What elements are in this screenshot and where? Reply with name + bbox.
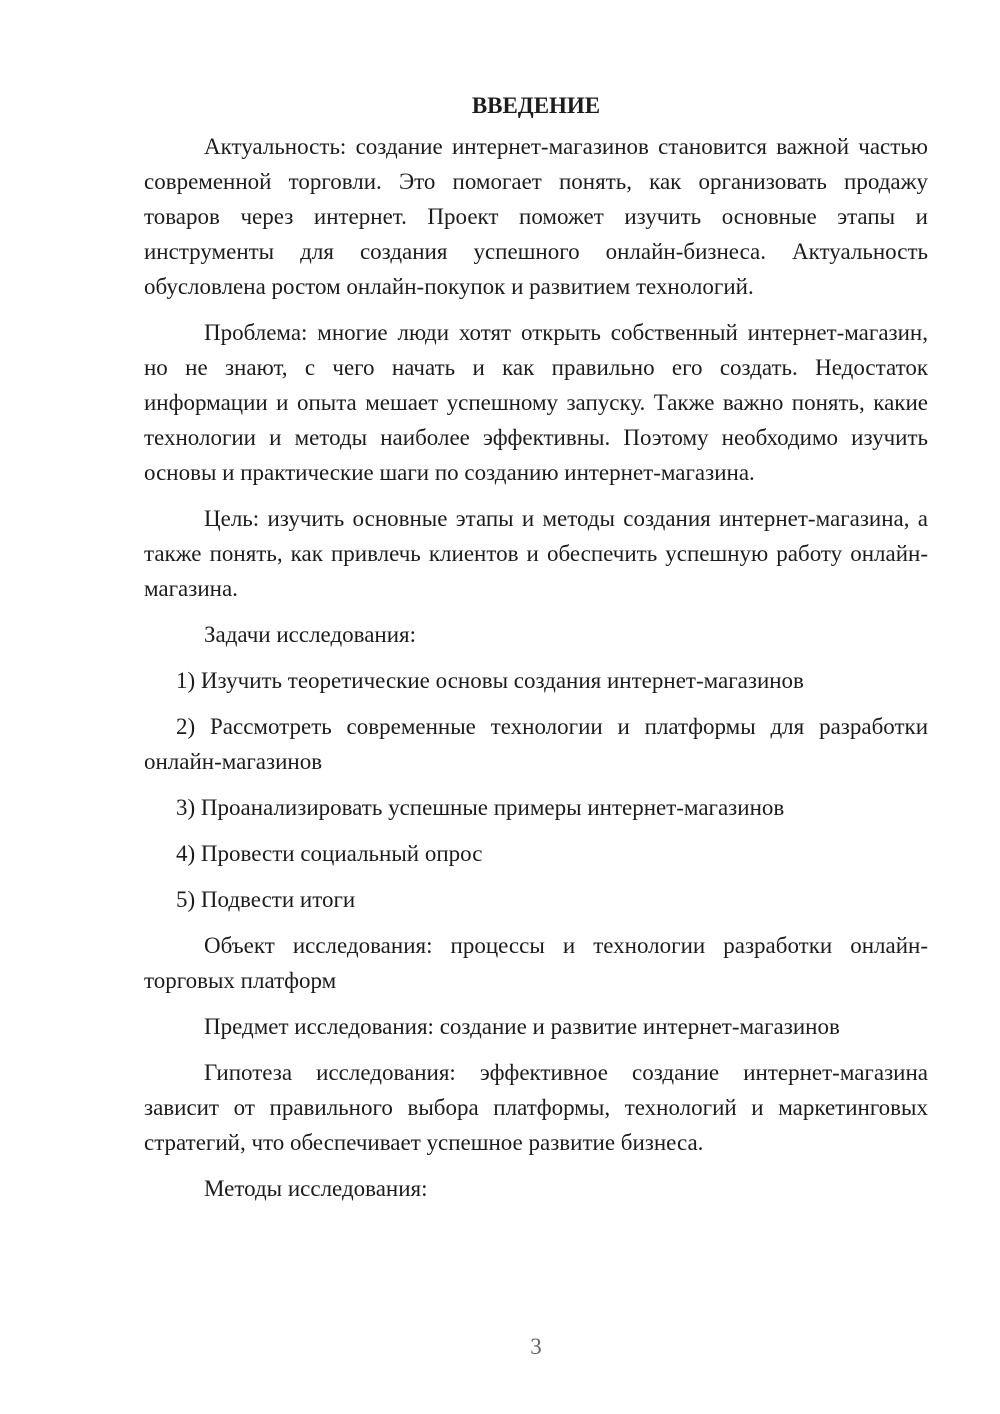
methods-heading: Методы исследования: bbox=[204, 1176, 428, 1201]
task-item-1: 1) Изучить теоретические основы создания интернет-магазинов bbox=[176, 668, 804, 693]
task-item-5: 5) Подвести итоги bbox=[176, 887, 356, 912]
document-page bbox=[144, 88, 928, 1217]
section-title: ВВЕДЕНИЕ bbox=[471, 93, 601, 118]
task-item-2: 2) Рассмотреть современные технологии и платформы для разработки онлайн-магазинов bbox=[144, 714, 928, 774]
task-item-4: 4) Провести социальный опрос bbox=[176, 841, 483, 866]
research-subject-paragraph: Предмет исследования: создание и развитие интернет-магазинов bbox=[204, 1014, 840, 1039]
task-item-3: 3) Проанализировать успешные примеры интернет-магазинов bbox=[176, 795, 785, 820]
hypothesis-paragraph: Гипотеза исследования: эффективное создание интернет-магазина зависит от правильного выбора платформы, технологий и маркетинговых стратегий, что обеспечивает успешное развитие бизнеса. bbox=[144, 1060, 928, 1155]
goal-paragraph: Цель: изучить основные этапы и методы создания интернет-магазина, а также понять, как привлечь клиентов и обеспечить успешную работу онлайн-магазина. bbox=[144, 506, 928, 601]
tasks-heading: Задачи исследования: bbox=[204, 622, 417, 647]
research-object-paragraph: Объект исследования: процессы и технологии разработки онлайн-торговых платформ bbox=[144, 933, 928, 993]
page-number: 3 bbox=[530, 1334, 542, 1359]
problem-paragraph: Проблема: многие люди хотят открыть собственный интернет-магазин, но не знают, с чего начать и как правильно его создать. Недостаток информации и опыта мешает успешному запуску. Также важно понять, какие технологии и методы наиболее эффективны. Поэтому необходимо изучить основы и практические шаги по созданию интернет-магазина. bbox=[144, 320, 928, 485]
relevance-paragraph: Актуальность: создание интернет-магазинов становится важной частью современной торговли. Это помогает понять, как организовать продажу товаров через интернет. Проект поможет изучить основные этапы и инструменты для создания успешного онлайн-бизнеса. Актуальность обусловлена ростом онлайн-покупок и развитием технологий. bbox=[144, 134, 928, 299]
